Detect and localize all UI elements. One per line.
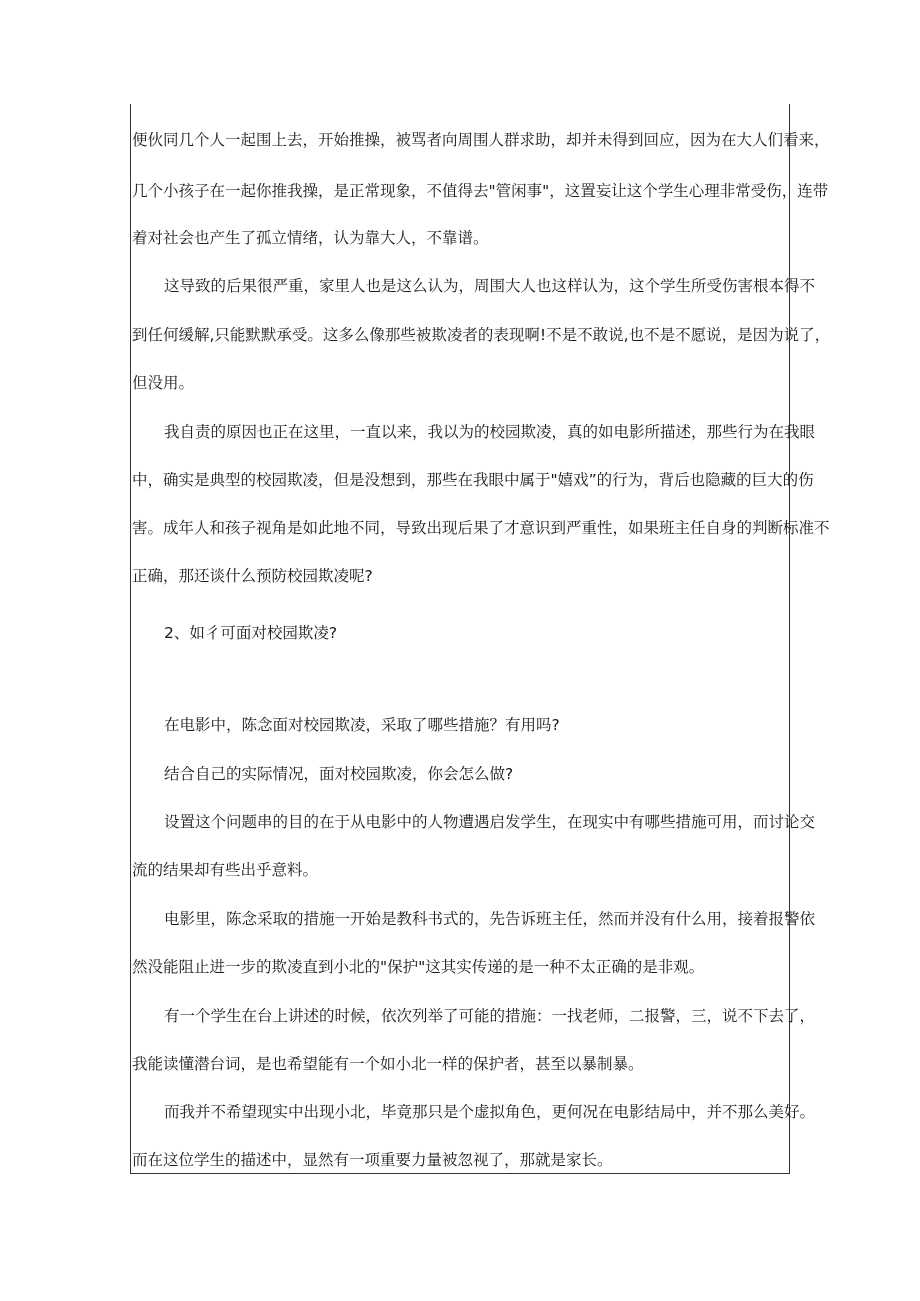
text-line: 我能读懂潜台词，是也希望能有一个如小北一样的保护者，甚至以暴制暴。 xyxy=(132,1055,644,1073)
text-line: 着对社会也产生了孤立情绪，认为靠大人，不靠谱。 xyxy=(132,229,489,247)
text-line: 害。成年人和孩子视角是如此地不同，导致出现后果了才意识到严重性，如果班主任自身的判断标准不 xyxy=(132,519,830,537)
text-line: 流的结果却有些出乎意料。 xyxy=(132,861,319,879)
text-line: 中，确实是典型的校园欺凌，但是没想到，那些在我眼中属于"嬉戏”的行为，背后也隐藏的巨大的伤 xyxy=(132,471,814,489)
text-line: 结合自己的实际情况，面对校园欺凌，你会怎么做? xyxy=(164,765,514,783)
text-line: 然没能阻止进一步的欺凌直到小北的"保护"这其实传递的是一种不太正确的是非观。 xyxy=(132,958,705,976)
text-line: 设置这个问题串的目的在于从电影中的人物遭遇启发学生，在现实中有哪些措施可用，而讨论交 xyxy=(164,813,816,831)
text-line: 在电影中，陈念面对校园欺凌，采取了哪些措施？有用吗? xyxy=(164,716,560,734)
text-line: 但没用。 xyxy=(132,374,195,392)
text-line: 到任何缓解,只能默默承受。这多么像那些被欺凌者的表现啊!不是不敢说,也不是不愿说，是因为说了， xyxy=(132,326,831,344)
section-heading: 2、如彳可面对校园欺凌? xyxy=(164,624,338,642)
text-line: 正确，那还谈什么预防校园欺凌呢? xyxy=(132,567,373,585)
text-line: 有一个学生在台上讲述的时候，依次列举了可能的措施：一找老师，二报警，三，说不下去了， xyxy=(164,1007,816,1025)
text-line: 这导致的后果很严重，家里人也是这么认为，周围大人也这样认为，这个学生所受伤害根本得不 xyxy=(164,277,816,295)
text-line: 几个小孩子在一起你推我操，是正常现象，不值得去"管闲事"，这置妄让这个学生心理非常受伤，连带 xyxy=(132,182,829,200)
text-line: 便伙同几个人一起围上去，开始推操，被骂者向周围人群求助，却并未得到回应，因为在大人们看来， xyxy=(132,131,830,149)
text-line: 而我并不希望现实中出现小北，毕竟那只是个虚拟角色，更何况在电影结局中，并不那么美好。 xyxy=(164,1103,816,1121)
text-line: 我自责的原因也正在这里，一直以来，我以为的校园欺凌，真的如电影所描述，那些行为在我眼 xyxy=(164,423,816,441)
text-line: 电影里，陈念采取的措施一开始是教科书式的，先告诉班主任，然而并没有什么用，接着报警依 xyxy=(164,910,816,928)
text-line: 而在这位学生的描述中，显然有一项重要力量被忽视了，那就是家长。 xyxy=(132,1151,613,1169)
